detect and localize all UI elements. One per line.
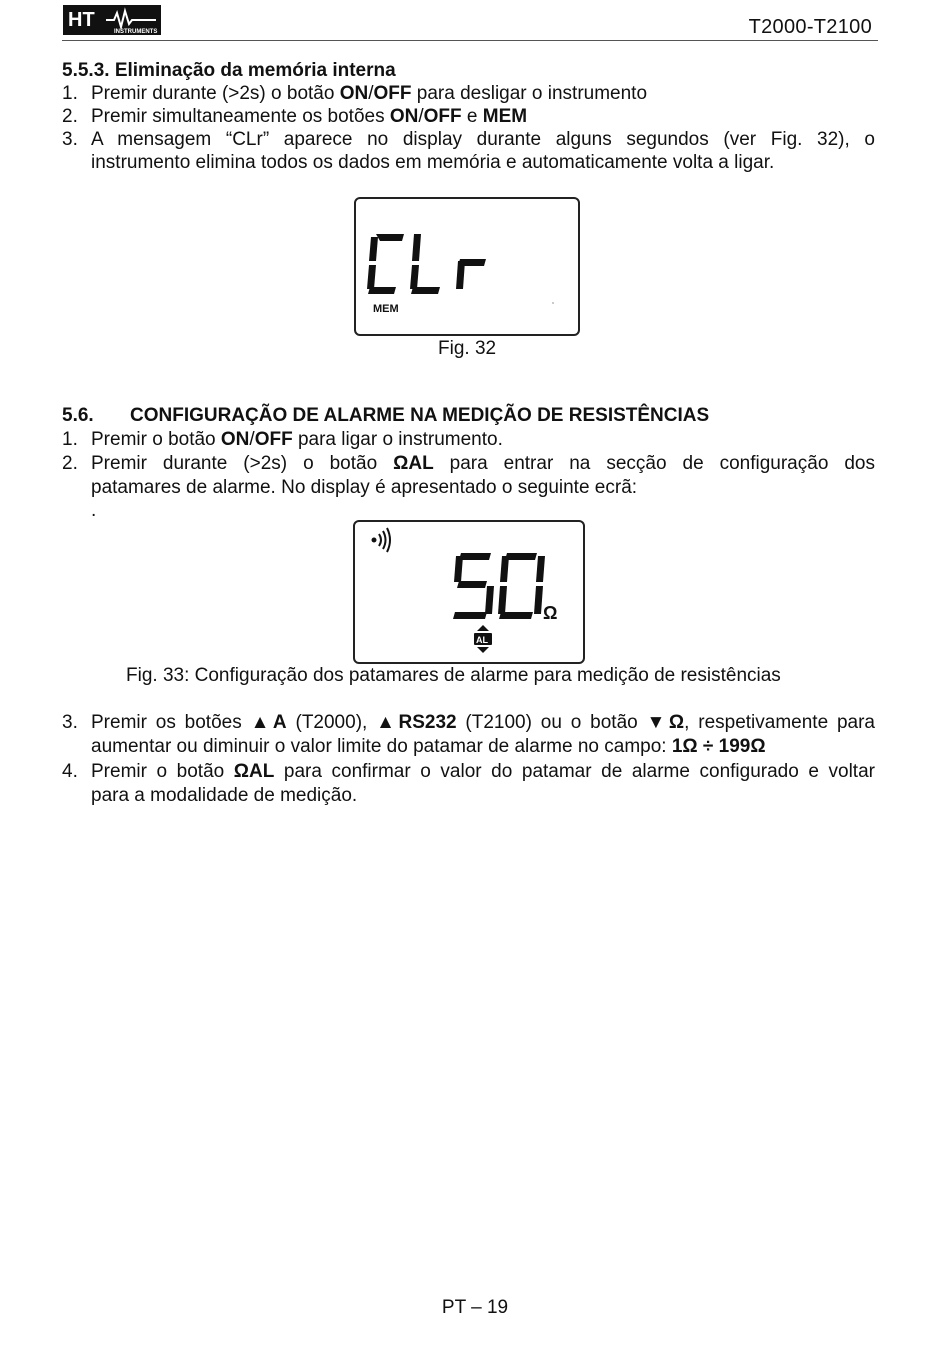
list-item-text: instrumento elimina todos os dados em memória e automaticamente volta a ligar. <box>91 152 775 173</box>
svg-text:HT: HT <box>68 9 95 31</box>
list-item-text: . <box>91 500 97 521</box>
list-item-text: A mensagem “CLr” aparece no display durante alguns segundos (ver Fig. 32), o <box>91 129 875 150</box>
lcd-display-clr <box>354 197 580 336</box>
alarm-badge-icon <box>474 625 492 653</box>
list-item-number: 2. <box>62 453 78 474</box>
section-56-number: 5.6. <box>62 405 94 426</box>
svg-text:INSTRUMENTS: INSTRUMENTS <box>114 29 158 35</box>
list-item-number: 4. <box>62 761 78 782</box>
list-item: 3. <box>62 129 78 150</box>
section-56-title: CONFIGURAÇÃO DE ALARME NA MEDIÇÃO DE RESISTÊNCIAS <box>130 405 710 426</box>
svg-text:AL: AL <box>476 635 488 645</box>
ht-logo <box>62 4 162 36</box>
clr-segment-display <box>356 199 578 334</box>
figure-caption: Fig. 32 <box>438 338 497 359</box>
alarm-segment-display <box>355 522 583 662</box>
list-item-text: aumentar ou diminuir o valor limite do patamar de alarme no campo: 1Ω ÷ 199Ω <box>91 736 766 757</box>
buzzer-icon <box>372 528 391 552</box>
header-divider <box>62 40 878 41</box>
list-item: 1. Premir o botão ON/OFF para ligar o instrumento. <box>62 429 503 450</box>
section-553-title: 5.5.3. Eliminação da memória interna <box>62 60 396 81</box>
ohm-symbol: Ω <box>543 603 558 623</box>
model-label: T2000-T2100 <box>748 16 872 38</box>
list-item: 2. Premir simultaneamente os botões ON/OFF e MEM <box>62 106 528 127</box>
figure-caption: Fig. 33: Configuração dos patamares de alarme para medição de resistências <box>126 665 781 686</box>
list-item-text: Premir durante (>2s) o botão ΩAL para entrar na secção de configuração dos <box>91 453 875 474</box>
list-item-text: para a modalidade de medição. <box>91 785 358 806</box>
lcd-display-50-ohm <box>353 520 585 664</box>
list-item: 1. Premir durante (>2s) o botão ON/OFF para desligar o instrumento <box>62 83 648 104</box>
mem-indicator: MEM <box>373 303 399 315</box>
list-item-text: Premir o botão ΩAL para confirmar o valor do patamar de alarme configurado e voltar <box>91 761 875 782</box>
list-item-number: 3. <box>62 712 78 733</box>
list-item-text: Premir os botões ▲A (T2000), ▲RS232 (T2100) ou o botão ▼Ω, respetivamente para <box>91 712 875 733</box>
list-item-text: patamares de alarme. No display é apresentado o seguinte ecrã: <box>91 477 638 498</box>
page-number: PT – 19 <box>441 1297 509 1318</box>
